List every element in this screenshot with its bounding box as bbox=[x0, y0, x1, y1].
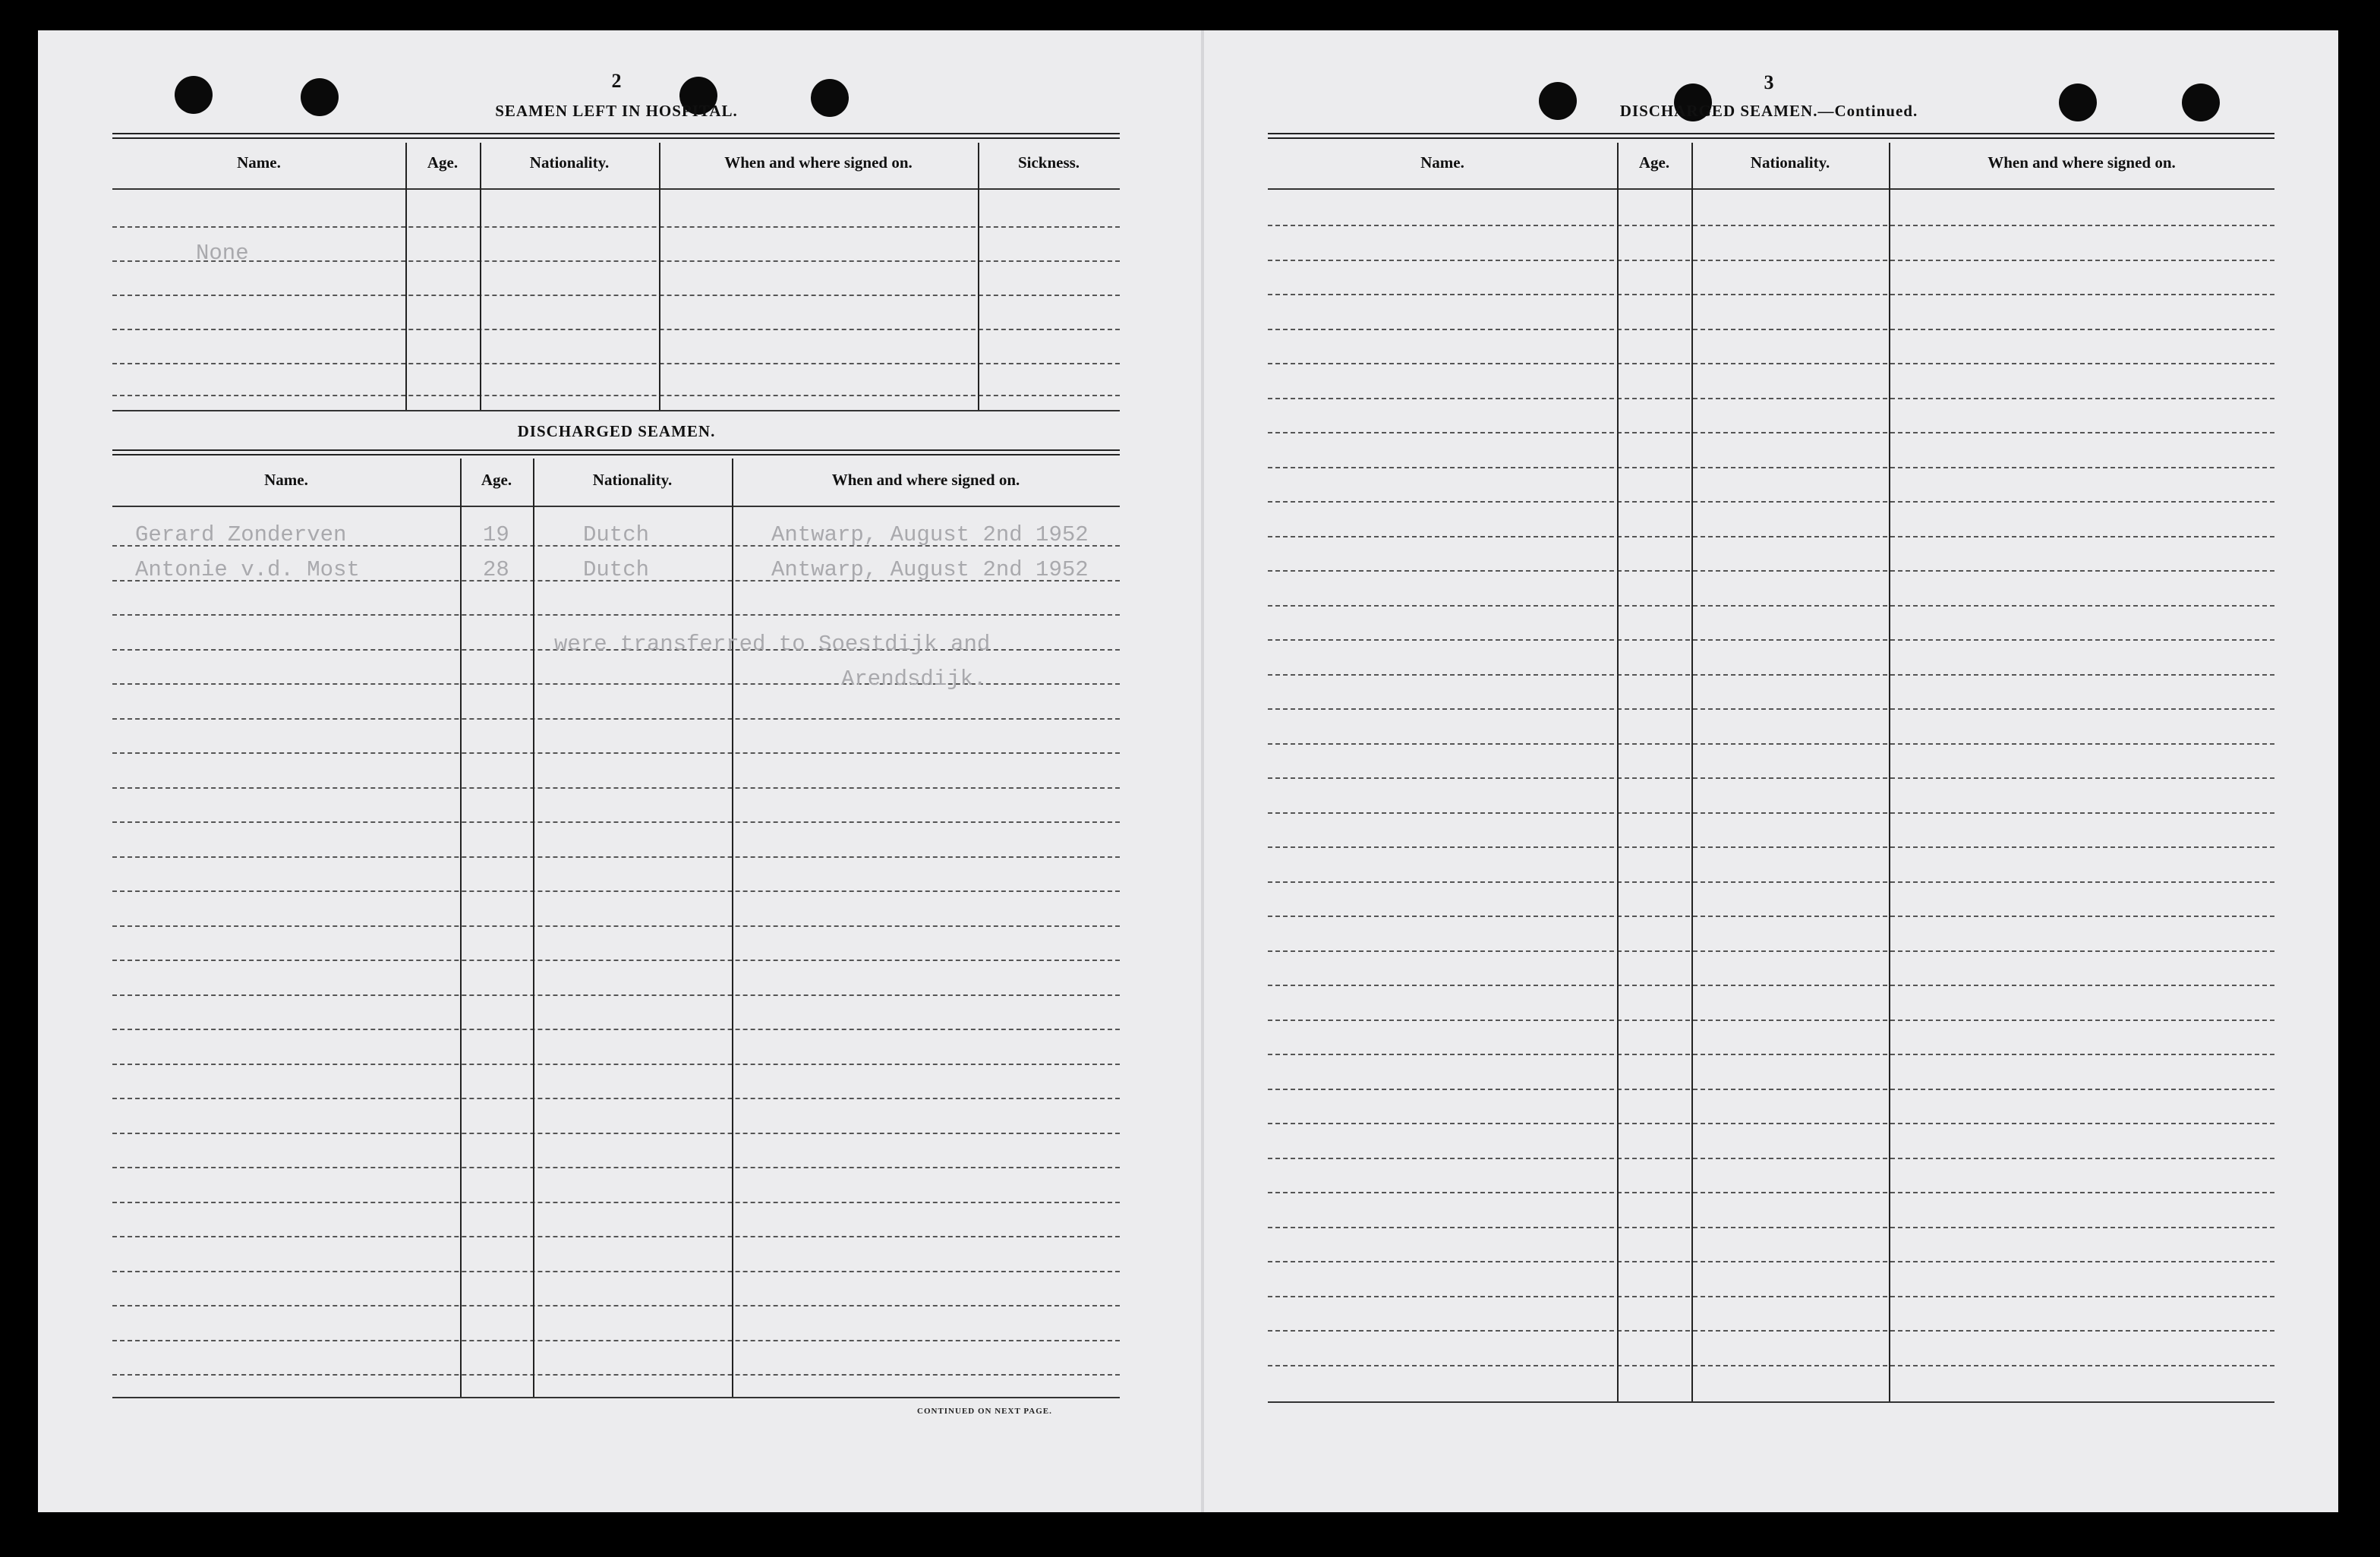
right-top-rule bbox=[1268, 133, 2274, 139]
hospital-ruled-line bbox=[112, 395, 1120, 396]
page-number-right: 3 bbox=[1764, 71, 1774, 93]
discharged-ruled-line bbox=[112, 718, 1120, 720]
discharged-ruled-line bbox=[112, 1340, 1120, 1341]
discharged-ruled-line bbox=[112, 1305, 1120, 1306]
discharged-ruled-line bbox=[112, 1202, 1120, 1203]
hospital-ruled-line bbox=[112, 329, 1120, 330]
discharged-ruled-line bbox=[112, 1236, 1120, 1237]
right-ruled-line bbox=[1268, 432, 2274, 433]
right-ruled-line bbox=[1268, 1192, 2274, 1193]
discharged-ruled-line bbox=[112, 821, 1120, 823]
discharged-ruled-line bbox=[112, 925, 1120, 927]
right-ruled-line bbox=[1268, 1123, 2274, 1124]
right-ruled-line bbox=[1268, 1365, 2274, 1366]
right-ruled-line bbox=[1268, 743, 2274, 745]
discharged-header-name: Name. bbox=[264, 471, 308, 489]
right-ruled-line bbox=[1268, 536, 2274, 537]
discharged-ruled-line bbox=[112, 1064, 1120, 1065]
hospital-col-divider bbox=[405, 143, 407, 410]
right-ruled-line bbox=[1268, 1089, 2274, 1090]
right-ruled-line bbox=[1268, 294, 2274, 295]
page-number-left: 2 bbox=[611, 70, 622, 92]
continued-footer: CONTINUED ON NEXT PAGE. bbox=[917, 1407, 1052, 1416]
hospital-header-name: Name. bbox=[237, 153, 281, 172]
right-ruled-line bbox=[1268, 916, 2274, 917]
right-col-divider bbox=[1617, 143, 1619, 1401]
hospital-col-divider bbox=[480, 143, 481, 410]
discharged-col-divider bbox=[460, 459, 462, 1397]
hospital-header-rule bbox=[112, 188, 1120, 190]
right-ruled-line bbox=[1268, 1296, 2274, 1297]
discharged-ruled-line bbox=[112, 787, 1120, 789]
right-col-divider bbox=[1691, 143, 1693, 1401]
hospital-section-title: SEAMEN LEFT IN HOSPITAL. bbox=[495, 102, 738, 120]
discharged-header-rule bbox=[112, 506, 1120, 507]
discharged-row-1-age: 19 bbox=[483, 522, 509, 547]
hospital-ruled-line bbox=[112, 295, 1120, 296]
right-ruled-line bbox=[1268, 225, 2274, 226]
right-ruled-line bbox=[1268, 398, 2274, 399]
hospital-top-rule bbox=[112, 133, 1120, 139]
discharged-ruled-line bbox=[112, 752, 1120, 754]
right-ruled-line bbox=[1268, 570, 2274, 572]
right-ruled-line bbox=[1268, 812, 2274, 814]
discharged-row-1-signed-on: Antwarp, August 2nd 1952 bbox=[771, 522, 1089, 547]
discharged-header-signed-on: When and where signed on. bbox=[831, 471, 1020, 489]
transfer-note-line-2: Arendsdijk. bbox=[841, 667, 987, 692]
hospital-header-signed-on: When and where signed on. bbox=[724, 153, 913, 172]
discharged-header-age: Age. bbox=[481, 471, 512, 489]
right-ruled-line bbox=[1268, 846, 2274, 848]
discharged-col-divider bbox=[533, 459, 534, 1397]
right-header-nationality: Nationality. bbox=[1750, 153, 1830, 172]
hospital-ruled-line bbox=[112, 260, 1120, 262]
right-ruled-line bbox=[1268, 363, 2274, 364]
right-ruled-line bbox=[1268, 1054, 2274, 1055]
discharged-col-divider bbox=[732, 459, 733, 1397]
hospital-ruled-line bbox=[112, 226, 1120, 228]
discharged-top-rule bbox=[112, 449, 1120, 455]
hospital-col-divider bbox=[978, 143, 979, 410]
right-ruled-line bbox=[1268, 467, 2274, 468]
discharged-row-1-name: Gerard Zonderven bbox=[135, 522, 347, 547]
paper-sheet bbox=[38, 30, 2338, 1512]
right-header-rule bbox=[1268, 188, 2274, 190]
discharged-bottom-rule bbox=[112, 1397, 1120, 1398]
right-ruled-line bbox=[1268, 260, 2274, 261]
discharged-ruled-line bbox=[112, 614, 1120, 616]
hospital-entry-none: None bbox=[196, 241, 249, 266]
right-bottom-rule bbox=[1268, 1401, 2274, 1403]
discharged-row-2-signed-on: Antwarp, August 2nd 1952 bbox=[771, 557, 1089, 582]
right-ruled-line bbox=[1268, 708, 2274, 710]
discharged-ruled-line bbox=[112, 960, 1120, 961]
right-ruled-line bbox=[1268, 1020, 2274, 1021]
right-ruled-line bbox=[1268, 501, 2274, 503]
right-ruled-line bbox=[1268, 1158, 2274, 1159]
discharged-ruled-line bbox=[112, 1374, 1120, 1376]
right-ruled-line bbox=[1268, 1261, 2274, 1262]
punch-hole bbox=[2182, 84, 2220, 121]
hospital-ruled-line bbox=[112, 363, 1120, 364]
discharged-row-2-age: 28 bbox=[483, 557, 509, 582]
right-header-age: Age. bbox=[1638, 153, 1670, 172]
right-col-divider bbox=[1889, 143, 1890, 1401]
right-ruled-line bbox=[1268, 1227, 2274, 1228]
right-ruled-line bbox=[1268, 985, 2274, 986]
punch-hole bbox=[2059, 84, 2097, 121]
discharged-header-nationality: Nationality. bbox=[592, 471, 673, 489]
right-ruled-line bbox=[1268, 329, 2274, 330]
discharged-ruled-line bbox=[112, 890, 1120, 892]
discharged-ruled-line bbox=[112, 1167, 1120, 1168]
discharged-ruled-line bbox=[112, 1029, 1120, 1030]
right-ruled-line bbox=[1268, 881, 2274, 883]
right-ruled-line bbox=[1268, 605, 2274, 607]
hospital-header-nationality: Nationality. bbox=[529, 153, 610, 172]
hospital-col-divider bbox=[659, 143, 660, 410]
discharged-row-2-name: Antonie v.d. Most bbox=[135, 557, 360, 582]
right-ruled-line bbox=[1268, 777, 2274, 779]
transfer-note-line-1: were transferred to Soestdijk and bbox=[554, 632, 991, 657]
discharged-section-title: DISCHARGED SEAMEN. bbox=[517, 422, 716, 440]
right-ruled-line bbox=[1268, 674, 2274, 676]
right-header-name: Name. bbox=[1420, 153, 1464, 172]
discharged-ruled-line bbox=[112, 994, 1120, 996]
discharged-continued-title: DISCHARGED SEAMEN.—Continued. bbox=[1619, 102, 1918, 120]
discharged-ruled-line bbox=[112, 1271, 1120, 1272]
punch-hole bbox=[301, 78, 339, 116]
discharged-ruled-line bbox=[112, 1098, 1120, 1099]
discharged-ruled-line bbox=[112, 1133, 1120, 1134]
right-ruled-line bbox=[1268, 950, 2274, 952]
page-fold bbox=[1201, 30, 1204, 1512]
discharged-ruled-line bbox=[112, 856, 1120, 858]
right-ruled-line bbox=[1268, 1330, 2274, 1332]
discharged-row-2-nationality: Dutch bbox=[583, 557, 650, 582]
hospital-header-age: Age. bbox=[427, 153, 459, 172]
right-ruled-line bbox=[1268, 639, 2274, 641]
hospital-header-sickness: Sickness. bbox=[1017, 153, 1080, 172]
punch-hole bbox=[175, 76, 213, 114]
right-header-signed-on: When and where signed on. bbox=[1988, 153, 2176, 172]
hospital-bottom-rule bbox=[112, 410, 1120, 411]
discharged-row-1-nationality: Dutch bbox=[583, 522, 650, 547]
